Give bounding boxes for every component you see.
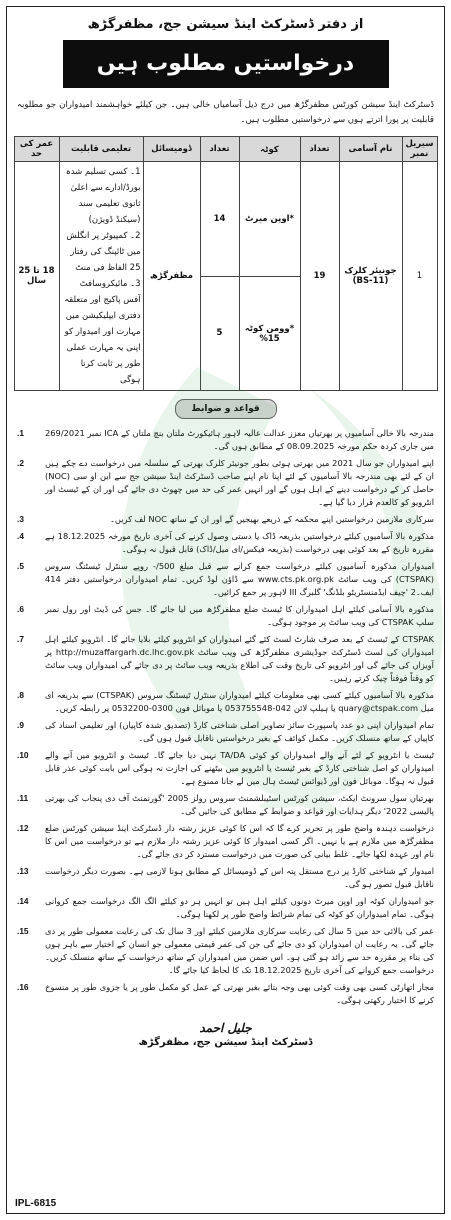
col-total: تعداد [300, 137, 339, 162]
rule-number: 3. [17, 514, 24, 524]
qualification-1: 1۔ کسی تسلیم شدہ بورڈ/ادارے سے اعلیٰ ثانوی تعلیمی سند (سیکنڈ ڈویژن) [65, 167, 141, 225]
cell-quota-women: *وومن کوٹہ 15% [239, 276, 300, 391]
rule-text: مذکورہ بالا آسامیوں کیلئے کسی بھی معلومات کیلئے امیدواران سنٹرل ٹیسٹنگ سروس (CTSPAK) سے بذریعہ ای میل quary@ctspak.com یا ہیلپ لائن 042-053755548 یا موبائل فون 0300-0532200 پر رابطہ کریں۔ [45, 690, 434, 713]
col-qualification: تعلیمی قابلیت [59, 137, 143, 162]
cell-qualification [59, 162, 143, 391]
qualification-3: 3۔ مائیکروسافٹ آفس پاکیج اور متعلقہ دفتری ایپلیکیشن میں مہارت اور امیدوار کو اپنی یہ مہارت عملی طور پر ثابت کرنا ہوگی [64, 279, 141, 385]
rule-text: امیدواران مذکورہ آسامیوں کیلئے درخواست جمع کرانے سے قبل مبلغ 500/- روپے سنٹرل ٹیسٹنگ سروس (CTSPAK) کی ویب سائٹ www.cts.pk.org.pk سے ڈاؤن لوڈ کریں۔ تمام امیدواران درخواستیں دفتر 414 ایف۔2 'چیف ایڈمنسٹریٹو بلڈنگ' گلبرگ III لاہور پر جمع کرائیں۔ [45, 561, 434, 597]
post-name: جونیئر کلرک [344, 266, 397, 276]
signature-block [7, 1021, 444, 1048]
table-row [14, 162, 437, 277]
rule-text: امیدوار کے شناختی کارڈ پر درج مستقل پتہ اس کے ڈومیسائل کے مطابق ہونا لازمی ہے۔ بصورت دیگر درخواست ناقابل قبول تصور ہو گی۔ [45, 866, 434, 889]
rule-text: سرکاری ملازمین درخواستیں اپنے محکمہ کے ذریعے بھیجیں گے اور ان کے ساتھ NOC لف کریں۔ [110, 514, 434, 524]
rule-item [7, 528, 444, 558]
rule-text: درخواست دہندہ واضح طور پر تحریر کرے گا کہ اس کا کوئی عزیز رشتہ دار ڈسٹرکٹ اینڈ سیشن کورٹس ضلع مظفرگڑھ میں ملازم ہے یا نہیں۔ اگر کسی امیدوار کا کوئی عزیز رشتہ دار ملازم ہے تو درخواست میں اس کا نام اور عہدہ لکھا جائے۔ غلط بیانی کی صورت میں درخواست مسترد کر دی جائے گی۔ [45, 823, 434, 859]
rule-text: بھرتیاں سول سرونٹ ایکٹ، سیشن کورٹس اسٹیبلشمنٹ سروس رولز 2005 'گورنمنٹ آف دی پنجاب کی بھرتی پالیسی 2022' دیگر ہدایات اور قواعد و ضوابط کے مطابق کی جائیں گی۔ [45, 793, 434, 816]
rule-item [7, 893, 444, 923]
advertisement-page [6, 6, 445, 1214]
rule-number: 6. [17, 604, 24, 614]
rules-heading: قواعد و ضوابط [175, 399, 277, 419]
rule-text: CTSPAK کے ٹیسٹ کے بعد صرف شارٹ لسٹ کئے گئے امیدواران کو انٹرویو کیلئے بلایا جائے گا۔ انٹرویو کیلئے اہل امیدواران کی لسٹ ڈسٹرکٹ جوڈیشری مظفرگڑھ کی ویب سائٹ http://muzaffargarh.dc.lhc.gov.pk پر آویزاں کی جائے گی اور انٹرویو کی تاریخ وقت کی اطلاع بذریعہ ویب سائٹ پر دی جائے گی امیدواران ویب سائٹ کو وقتاً فوقتاً چیک کرتے رہیں۔ [45, 634, 434, 683]
rule-item [7, 425, 444, 455]
col-post: نام آسامی [339, 137, 402, 162]
cell-total: 19 [300, 162, 339, 391]
rule-number: 15. [17, 926, 29, 936]
rule-item [7, 511, 444, 528]
rule-number: 2. [17, 458, 24, 468]
rule-text: مجاز اتھارٹی کسی بھی وقت کوئی بھی وجہ بتائے بغیر بھرتی کے عمل کو مکمل طور پر یا جزوی طور پر منسوخ کرنے کا اختیار رکھتی ہوگی۔ [45, 982, 434, 1005]
col-domicile: ڈومیسائل [143, 137, 200, 162]
cell-quota-open: *اوپن میرٹ [239, 162, 300, 277]
rule-number: 8. [17, 690, 24, 700]
office-heading: از دفتر ڈسٹرکٹ اینڈ سیشن جج، مظفرگڑھ [87, 17, 364, 32]
rule-item [7, 747, 444, 790]
rule-number: 10. [17, 750, 29, 760]
rule-item [7, 979, 444, 1009]
rule-item [7, 790, 444, 820]
rule-item [7, 631, 444, 687]
post-scale: (BS-11) [352, 276, 389, 286]
rule-text: ٹیسٹ یا انٹرویو کے لئے آنے والے امیدواران کو کوئی TA/DA نہیں دیا جائے گا۔ ٹیسٹ و انٹرویو میں آنے والے امیدواران کو اصل شناختی کارڈ کے بغیر ٹیسٹ یا انٹرویو میں بیٹھنے کی اجازت نہ ہوگی اس بابت کوئی عذر قابل قبول نہ ہوگا۔ موبائل فون اور ڈیوائس ٹیسٹ ہال میں لے جانا ممنوع ہے۔ [45, 750, 434, 786]
cell-post [339, 162, 402, 391]
rule-number: 1. [17, 428, 24, 438]
rule-item [7, 687, 444, 717]
cell-serial: 1 [402, 162, 437, 391]
qualification-2: 2۔ کمپیوٹر پر انگلش میں ٹائپنگ کی رفتار 25 الفاظ فی منٹ [66, 231, 141, 273]
rule-number: 16. [17, 982, 29, 992]
rule-number: 13. [17, 866, 29, 876]
rule-number: 12. [17, 823, 29, 833]
rule-item [7, 717, 444, 747]
rule-number: 14. [17, 896, 29, 906]
rules-list [7, 425, 444, 1009]
table-header-row [14, 137, 437, 162]
rule-text: مذکورہ بالا آسامی کیلئے اہل امیدواران کا ٹیسٹ ضلع مظفرگڑھ میں لیا جائے گا۔ جس کی ڈیٹ اور رول نمبر سلپ CTSPAK کی ویب سائٹ پر موجود ہوگی۔ [45, 604, 434, 627]
rule-text: مذکورہ بالا آسامیوں کیلئے درخواستیں بذریعہ ڈاک یا دستی وصول کرنے کی آخری تاریخ مورخہ 18.12.2025 ہے مقررہ تاریخ کے بعد کوئی بھی درخواست (بذریعہ فیکس/ای میل/ڈاک) قابل قبول نہ ہوگی۔ [45, 531, 434, 554]
rule-text: مندرجہ بالا خالی آسامیوں پر بھرتیاں معزز عدالت عالیہ لاہور ہائیکورٹ ملتان بنچ ملتان کے ICA نمبر 269/2021 میں جاری کردہ حکم مورخہ 08.09.2025 کے مطابق ہوں گی۔ [45, 428, 434, 451]
rule-text: عمر کی بالائی حد میں 5 سال کی رعایت سرکاری ملازمین کیلئے اور 3 سال تک کی رعایت معمولی طور پر دی جائے گی۔ یہ رعایت ان امیدواران کو دی جائے گی جن کی عمر قیمتی معمولی جو انسان کے اختیار سے باہر ہوں کی بناء پر مقررہ حد سے زائد ہو گئی ہو۔ اس ضمن میں امیدواران کے ساتھ درخواست کے ساتھ منسلک کریں۔ درخواست جمع کروانے کی آخری تاریخ 18.12.2025 تک کا لحاظ کیا جائے گا۔ [45, 926, 434, 975]
rule-item [7, 820, 444, 863]
signatory-name: جلیل احمد [199, 1021, 252, 1035]
col-quota: کوٹہ [239, 137, 300, 162]
rule-item [7, 863, 444, 893]
rule-text: جو امیدواران کوٹہ اور اوپن میرٹ دونوں کیلئے اہل ہیں تو انہیں ہر دو کیلئے الگ الگ درخواست جمع کروانی ہوگی۔ تمام امیدواران کو کوٹہ کی تمام شرائط واضح طور پر لکھنا ہوگی۔ [45, 896, 434, 919]
col-age: عمر کی حد [14, 137, 59, 162]
rule-number: 11. [17, 793, 29, 803]
ipl-code: IPL-6815 [15, 1198, 57, 1209]
rule-item [7, 601, 444, 631]
rule-item [7, 558, 444, 601]
rule-text: اپنے امیدواران جو سال 2021 میں بھرتی ہوئی بطور جونیئر کلرک بھرتی کے سلسلہ میں درخواست دے چکے ہیں ان کے لئے بھی مندرجہ بالا آسامیوں کے لئے اپنا نام اپنے صاحب ڈسٹرکٹ اینڈ سیشن جج سے این او سی (NOC) حاصل کر کے درخواست دینے کے اہل ہوں گے اور انہیں عمر کی حد میں چھوٹ دی جائے گی اور ان کے ٹیسٹ اور انٹرویو کو کالعدم قرار دیا گیا ہے۔ [45, 458, 434, 507]
cell-domicile: مظفرگڑھ [143, 162, 200, 391]
posts-table [14, 136, 438, 391]
rule-number: 9. [17, 720, 24, 730]
col-serial: سیریل نمبر [402, 137, 437, 162]
banner-title: درخواستیں مطلوب ہیں [63, 40, 389, 88]
cell-age: 18 تا 25 سال [14, 162, 59, 391]
rule-text: تمام امیدواران اپنی دو عدد پاسپورٹ سائز تصاویر اصلی شناختی کارڈ (تصدیق شدہ کاپیاں) اور تعلیمی اسناد کی کاپیاں کے ساتھ منسلک کریں۔ مکمل کوائف کے بغیر درخواستیں ناقابل قبول ہوں گی۔ [45, 720, 434, 743]
rule-number: 5. [17, 561, 24, 571]
intro-paragraph: ڈسٹرکٹ اینڈ سیشن کورٹس مظفرگڑھ میں درج ذیل آسامیاں خالی ہیں۔ جن کیلئے خواہشمند امیدواران جو مطلوبہ قابلیت پر پورا اترتے ہوں سے درخواستیں مطلوب ہیں۔ [17, 100, 434, 125]
rule-number: 4. [17, 531, 24, 541]
rule-item [7, 455, 444, 511]
rule-item [7, 923, 444, 979]
signatory-title: ڈسٹرکٹ اینڈ سیشن جج، مظفرگڑھ [138, 1037, 313, 1048]
cell-count-women: 5 [200, 276, 239, 391]
cell-count-open: 14 [200, 162, 239, 277]
col-count: تعداد [200, 137, 239, 162]
rule-number: 7. [17, 634, 24, 644]
